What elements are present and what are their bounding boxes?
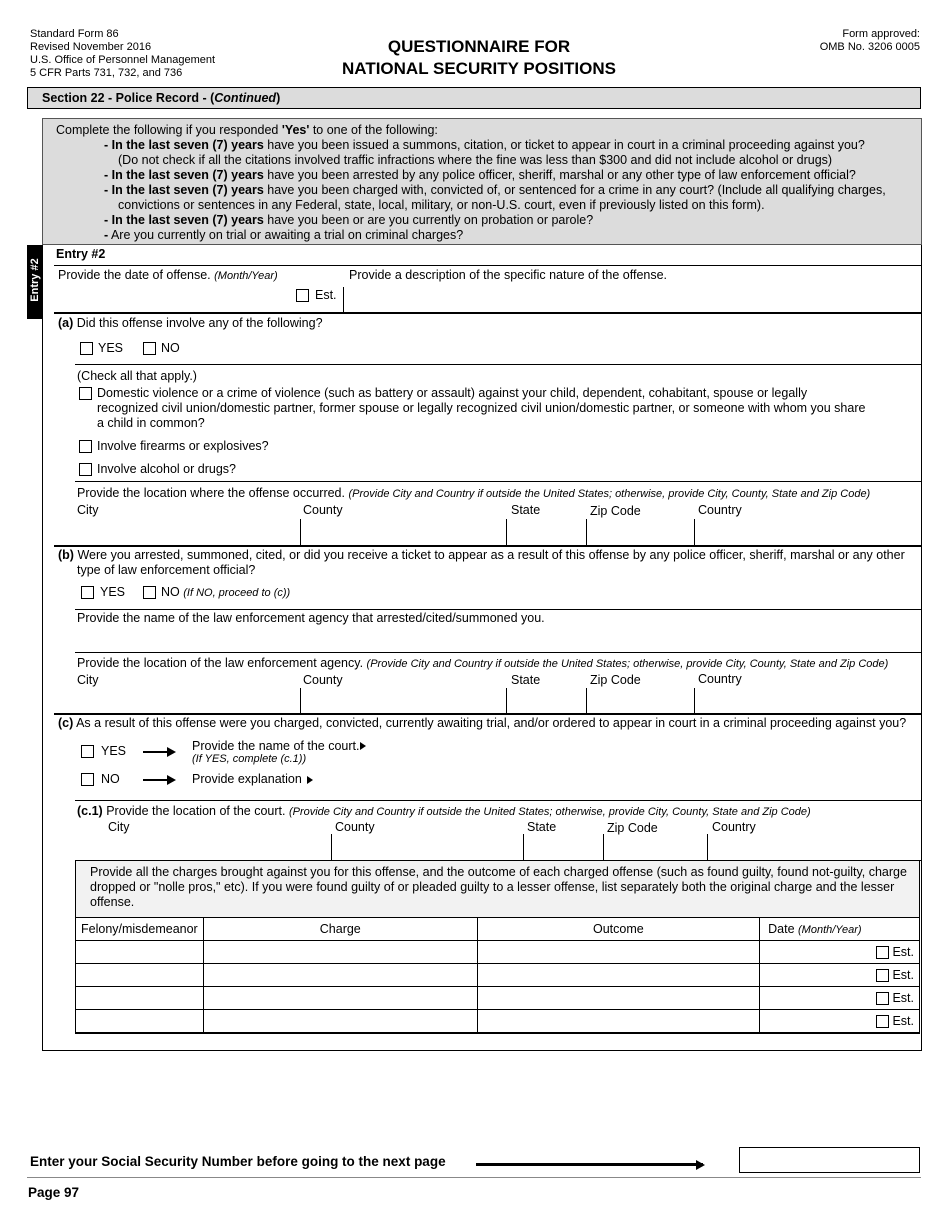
felony-cell[interactable] (76, 987, 204, 1010)
offense-zip-label: Zip Code (590, 504, 641, 518)
page-number: Page 97 (28, 1185, 80, 1200)
part-b-yes-checkbox[interactable] (81, 586, 94, 599)
part-b-question: (b) Were you arrested, summoned, cited, or did you receive a ticket to appear as a result of this offense by any police officer, sheriff, marshal or any other (58, 548, 905, 562)
instruction-item-continued: (Do not check if all the citations involved traffic infractions where the fine was less than $300 and did not include alcohol or drugs) (118, 153, 833, 167)
date-cell[interactable] (760, 987, 920, 1010)
agency-state-label: State (511, 673, 541, 687)
date-est-checkbox[interactable] (876, 969, 889, 982)
charge-column-header: Charge (203, 918, 477, 941)
agency-county-label: County (303, 673, 343, 687)
page-title: QUESTIONNAIRE FOR NATIONAL SECURITY POSITIONS (342, 37, 616, 78)
date-est-checkbox[interactable] (876, 1015, 889, 1028)
explanation-pointer-icon (307, 776, 313, 784)
offense-state-label: State (511, 503, 541, 517)
domestic-violence-label-2: recognized civil union/domestic partner, former spouse or legally recognized civil union/domestic partner, or someone with whom you share (97, 401, 866, 415)
est-label: Est. (892, 944, 914, 959)
felony-cell[interactable] (76, 964, 204, 987)
court-country-label: Country (712, 820, 756, 834)
instruction-item: - In the last seven (7) years have you been issued a summons, citation, or ticket to appear in court in a criminal proceeding against you? (104, 138, 865, 152)
court-zip-label: Zip Code (607, 821, 658, 835)
date-cell[interactable] (760, 964, 920, 987)
est-label: Est. (892, 1013, 914, 1028)
yes-arrow-icon (143, 751, 174, 753)
form-agency: U.S. Office of Personnel Management (30, 54, 216, 66)
agency-location-label: Provide the location of the law enforcement agency. (Provide City and Country if outside the United States; otherwise, provide City, County, State and Zip Code) (77, 656, 889, 670)
est-label: Est. (892, 990, 914, 1005)
ssn-input[interactable] (739, 1147, 920, 1173)
instruction-item-continued: convictions or sentences in any Federal, state, local, military, or non-U.S. court, even if previously listed on this form). (118, 198, 765, 212)
date-column-header: Date (Month/Year) (760, 918, 920, 941)
offense-location-label: Provide the location where the offense occurred. (Provide City and Country if outside the United States; otherwise, provide City, County, State and Zip Code) (77, 486, 871, 500)
court-county-label: County (335, 820, 375, 834)
date-cell[interactable] (760, 941, 920, 964)
table-row (76, 987, 920, 1010)
charge-cell[interactable] (203, 964, 477, 987)
charge-cell[interactable] (203, 1010, 477, 1033)
court-city-label: City (108, 820, 130, 834)
part-c-question: (c) As a result of this offense were you charged, convicted, currently awaiting trial, and/or ordered to appear in court in a criminal proceeding against you? (58, 716, 907, 730)
entry-title: Entry #2 (56, 247, 106, 261)
date-of-offense-label: Provide the date of offense. (Month/Year) (58, 268, 278, 282)
part-c-yes-label: YES (101, 744, 127, 758)
court-name-label: Provide the name of the court. (192, 739, 360, 753)
agency-zip-label: Zip Code (590, 673, 641, 687)
part-b-question-cont: type of law enforcement official? (77, 563, 256, 577)
court-state-label: State (527, 820, 557, 834)
ssn-arrow-icon (476, 1163, 703, 1166)
charge-cell[interactable] (203, 941, 477, 964)
instruction-item: - In the last seven (7) years have you been arrested by any police officer, sheriff, marshal or any other type of law enforcement official? (104, 168, 856, 182)
check-all-label: (Check all that apply.) (77, 369, 197, 383)
table-row (76, 964, 920, 987)
ssn-prompt: Enter your Social Security Number before going to the next page (30, 1154, 446, 1169)
instruction-item: - In the last seven (7) years have you been or are you currently on probation or parole? (104, 213, 594, 227)
domestic-violence-label-3: a child in common? (97, 416, 205, 430)
offense-city-label: City (77, 503, 99, 517)
form-revision: Revised November 2016 (30, 41, 152, 53)
section-title: Section 22 - Police Record - (Continued) (27, 87, 921, 109)
court-name-pointer-icon (360, 742, 366, 750)
instructions-lead: Complete the following if you responded 'Yes' to one of the following: (56, 123, 438, 137)
form-approval: Form approved: OMB No. 3206 0005 (819, 28, 920, 53)
part-a-no-label: NO (161, 341, 180, 355)
felony-column-header: Felony/misdemeanor (76, 918, 204, 941)
part-a-yes-checkbox[interactable] (80, 342, 93, 355)
charges-header-row (76, 918, 920, 941)
outcome-cell[interactable] (477, 1010, 760, 1033)
agency-name-label: Provide the name of the law enforcement agency that arrested/cited/summoned you. (77, 611, 545, 625)
agency-country-label: Country (698, 672, 742, 686)
instruction-item: - In the last seven (7) years have you been charged with, convicted of, or sentenced for a crime in any court? (Include all qualifying charges, (104, 183, 886, 197)
part-b-no-checkbox[interactable] (143, 586, 156, 599)
part-a-yes-label: YES (98, 341, 124, 355)
entry-tab: Entry #2 (27, 245, 42, 319)
domestic-violence-label-1: Domestic violence or a crime of violence (such as battery or assault) against your child, dependent, cohabitant, spouse or legally (97, 386, 808, 400)
date-est-checkbox[interactable] (296, 289, 309, 302)
form-cfr: 5 CFR Parts 731, 732, and 736 (30, 67, 183, 79)
part-c-yes-checkbox[interactable] (81, 745, 94, 758)
outcome-column-header: Outcome (477, 918, 760, 941)
offense-country-label: Country (698, 503, 742, 517)
charges-table (75, 917, 920, 1034)
court-location-label: (c.1) Provide the location of the court. (Provide City and Country if outside the United States; otherwise, provide City, County, State and Zip Code) (77, 804, 811, 818)
form-number: Standard Form 86 (30, 28, 119, 40)
alcohol-drugs-checkbox[interactable] (79, 463, 92, 476)
no-arrow-icon (143, 779, 174, 781)
court-hint: (If YES, complete (c.1)) (192, 753, 307, 765)
charges-instructions: Provide all the charges brought against you for this offense, and the outcome of each charged offense (such as found guilty, found not-guilty, charge dropped or "nolle pros," etc). If you were found guilty of or pleaded guilty to a lesser offense, list separately both the original charge and the lesser offense. (75, 861, 920, 918)
firearms-label: Involve firearms or explosives? (97, 439, 269, 453)
table-row (76, 941, 920, 964)
part-b-no-label: NO (If NO, proceed to (c)) (161, 585, 291, 599)
charge-cell[interactable] (203, 987, 477, 1010)
alcohol-drugs-label: Involve alcohol or drugs? (97, 462, 236, 476)
part-a-no-checkbox[interactable] (143, 342, 156, 355)
date-est-label: Est. (315, 288, 337, 302)
description-label: Provide a description of the specific nature of the offense. (349, 268, 668, 282)
firearms-checkbox[interactable] (79, 440, 92, 453)
offense-county-label: County (303, 503, 343, 517)
outcome-cell[interactable] (477, 964, 760, 987)
date-cell[interactable] (760, 1010, 920, 1033)
table-row (76, 1010, 920, 1033)
felony-cell[interactable] (76, 1010, 204, 1033)
instructions-box (42, 118, 922, 245)
part-b-yes-label: YES (100, 585, 126, 599)
part-c-no-checkbox[interactable] (81, 773, 94, 786)
date-est-checkbox[interactable] (876, 946, 889, 959)
instruction-item: - Are you currently on trial or awaiting a trial on criminal charges? (104, 228, 464, 242)
explanation-label: Provide explanation (192, 772, 302, 786)
outcome-cell[interactable] (477, 987, 760, 1010)
date-est-checkbox[interactable] (876, 992, 889, 1005)
outcome-cell[interactable] (477, 941, 760, 964)
agency-city-label: City (77, 673, 99, 687)
domestic-violence-checkbox[interactable] (79, 387, 92, 400)
part-a-question: (a) Did this offense involve any of the following? (58, 316, 323, 330)
felony-cell[interactable] (76, 941, 204, 964)
part-c-no-label: NO (101, 772, 120, 786)
est-label: Est. (892, 967, 914, 982)
